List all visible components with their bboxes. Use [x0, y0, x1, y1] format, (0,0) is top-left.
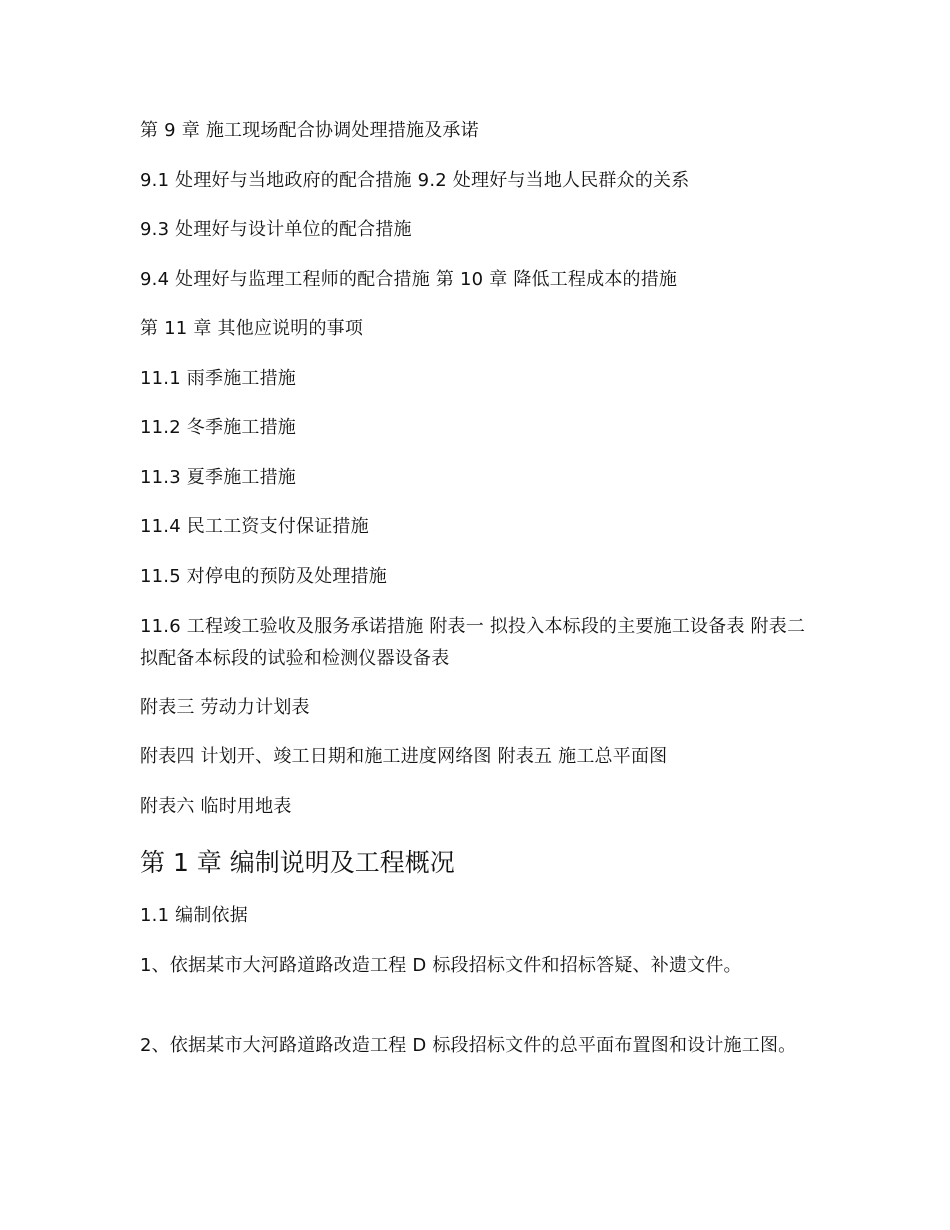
toc-item: 11.6 工程竣工验收及服务承诺措施 附表一 拟投入本标段的主要施工设备表 附表二 拟配备本标段的试验和检测仪器设备表 — [140, 616, 806, 669]
body-paragraph: 2、依据某市大河路道路改造工程 D 标段招标文件的总平面布置图和设计施工图。 — [140, 1035, 797, 1056]
toc-item: 9.4 处理好与监理工程师的配合措施 第 10 章 降低工程成本的措施 — [140, 269, 678, 290]
toc-item: 9.3 处理好与设计单位的配合措施 — [140, 219, 412, 240]
toc-item: 11.4 民工工资支付保证措施 — [140, 516, 369, 537]
toc-item: 11.3 夏季施工措施 — [140, 467, 296, 488]
toc-item: 第 11 章 其他应说明的事项 — [140, 318, 364, 339]
toc-item: 第 9 章 施工现场配合协调处理措施及承诺 — [140, 120, 479, 141]
toc-item: 11.5 对停电的预防及处理措施 — [140, 566, 387, 587]
toc-item: 11.1 雨季施工措施 — [140, 368, 296, 389]
toc-item: 附表六 临时用地表 — [140, 796, 292, 817]
section-title: 1.1 编制依据 — [140, 905, 248, 926]
toc-item: 9.1 处理好与当地政府的配合措施 9.2 处理好与当地人民群众的关系 — [140, 170, 690, 191]
chapter-title: 第 1 章 编制说明及工程概况 — [140, 848, 455, 877]
toc-item: 11.2 冬季施工措施 — [140, 417, 296, 438]
toc-item: 附表四 计划开、竣工日期和施工进度网络图 附表五 施工总平面图 — [140, 746, 668, 767]
body-paragraph: 1、依据某市大河路道路改造工程 D 标段招标文件和招标答疑、补遗文件。 — [140, 955, 742, 976]
toc-item: 附表三 劳动力计划表 — [140, 697, 310, 718]
